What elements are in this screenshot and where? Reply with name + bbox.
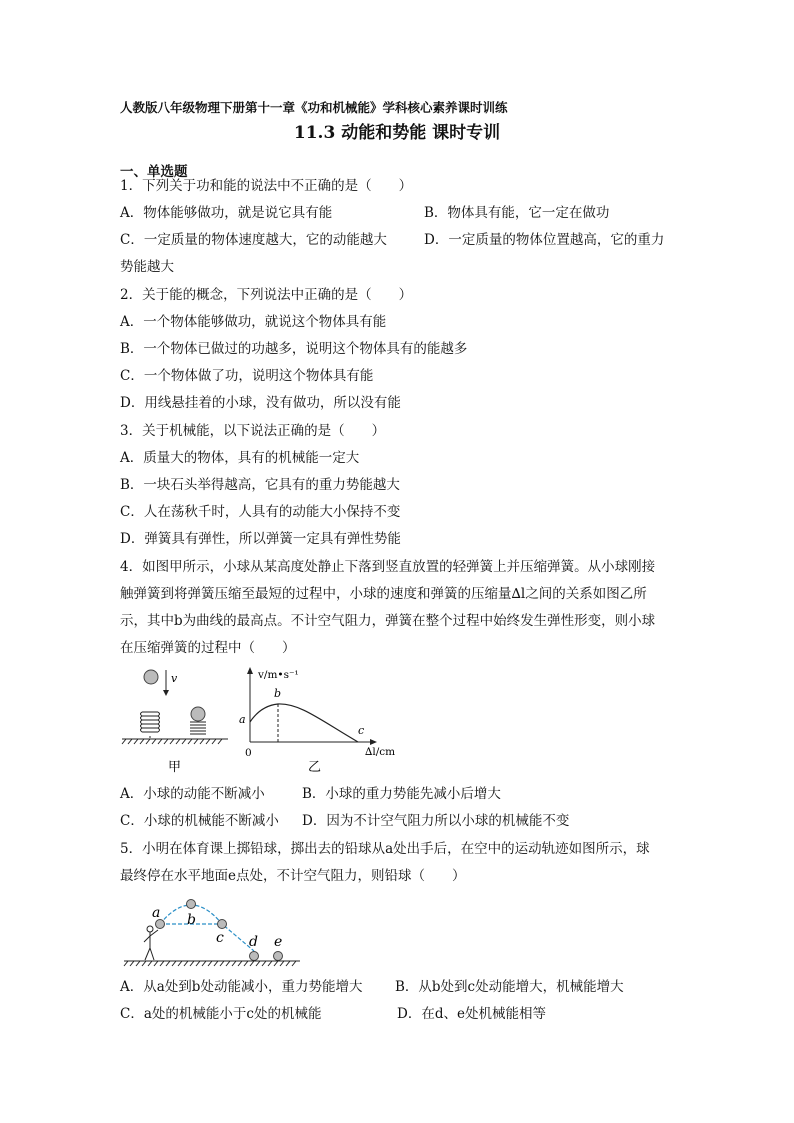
q4-stem-line2: 触弹簧到将弹簧压缩至最短的过程中，小球的速度和弹簧的压缩量∆l之间的关系如图乙所: [120, 586, 647, 602]
q5-point-d: d: [249, 934, 258, 950]
q5-ground: [124, 961, 300, 966]
point-a-label: a: [239, 713, 246, 726]
q5-stem-line2: 最终停在水平地面e点处，不计空气阻力，则铅球（ ）: [120, 868, 466, 884]
origin-label: 0: [245, 747, 252, 759]
q5-option-b: B．从b处到c处动能增大，机械能增大: [395, 979, 624, 995]
page-title: 11.3 动能和势能 课时专训: [293, 123, 501, 143]
q1-option-d-cont: 势能越大: [120, 259, 174, 275]
trajectory-path: [160, 905, 254, 951]
q3-stem: 3．关于机械能，以下说法正确的是（ ）: [120, 423, 386, 439]
q5-option-a: A．从a处到b处动能减小，重力势能增大: [120, 979, 363, 995]
spring-compressed: [190, 722, 206, 734]
thrower-figure: [144, 926, 158, 960]
velocity-curve: [250, 704, 358, 742]
x-axis-label: ∆l/cm: [365, 746, 396, 758]
point-b-label: b: [274, 687, 282, 700]
q5-point-a: a: [152, 905, 161, 921]
q5-point-e: e: [274, 934, 283, 950]
figure-yi-label: 乙: [308, 760, 322, 775]
y-axis-label: v/m•s⁻¹: [258, 669, 299, 681]
q1-option-c: C．一定质量的物体速度越大，它的动能越大: [120, 232, 387, 248]
q1-option-b: B．物体具有能，它一定在做功: [424, 205, 610, 221]
q5-stem-line1: 5．小明在体育课上掷铅球，掷出去的铅球从a处出手后，在空中的运动轨迹如图所示，球: [120, 841, 650, 857]
q1-option-d: D．一定质量的物体位置越高，它的重力: [424, 232, 665, 248]
ball-on-spring: [191, 707, 205, 721]
q4-option-a: A．小球的动能不断减小: [120, 786, 265, 802]
worksheet-subtitle: 人教版八年级物理下册第十一章《功和机械能》学科核心素养课时训练: [120, 100, 508, 115]
q3-option-c: C．人在荡秋千时，人具有的动能大小保持不变: [120, 504, 401, 520]
ball-c: [218, 920, 227, 929]
q4-stem-line4: 在压缩弹簧的过程中（ ）: [120, 640, 296, 656]
spring-uncompressed: [141, 712, 160, 738]
q3-option-d: D．弹簧具有弹性，所以弹簧一定具有弹性势能: [120, 531, 401, 547]
q2-stem: 2．关于能的概念，下列说法中正确的是（ ）: [120, 287, 413, 303]
q4-stem-line3: 示，其中b为曲线的最高点。不计空气阻力，弹簧在整个过程中始终发生弹性形变，则小球: [120, 613, 656, 629]
q4-option-d: D．因为不计空气阻力所以小球的机械能不变: [302, 813, 570, 829]
figure-jia-label: 甲: [168, 760, 182, 775]
q5-option-c: C．a处的机械能小于c处的机械能: [120, 1006, 322, 1022]
ball-b: [187, 900, 196, 909]
section-heading: 一、单选题: [120, 164, 188, 180]
q4-stem-line1: 4．如图甲所示，小球从某高度处静止下落到竖直放置的轻弹簧上并压缩弹簧。从小球刚接: [120, 559, 656, 575]
q2-option-a: A．一个物体能够做功，就说这个物体具有能: [120, 314, 387, 330]
q5-point-c: c: [216, 930, 224, 946]
q5-option-d: D．在d、e处机械能相等: [397, 1006, 546, 1022]
q5-point-b: b: [187, 912, 196, 928]
q4-figure: [118, 660, 408, 778]
q1-option-a: A．物体能够做功，就是说它具有能: [120, 205, 333, 221]
falling-ball: [144, 670, 158, 684]
q2-option-d: D．用线悬挂着的小球，没有做功，所以没有能: [120, 395, 401, 411]
point-c-label: c: [358, 724, 365, 737]
q4-option-c: C．小球的机械能不断减小: [120, 813, 279, 829]
q4-option-b: B．小球的重力势能先减小后增大: [302, 786, 501, 802]
q2-option-b: B．一个物体已做过的功越多，说明这个物体具有的能越多: [120, 341, 468, 357]
ball-e: [274, 952, 283, 961]
q5-figure: [118, 888, 318, 968]
q3-option-a: A．质量大的物体，具有的机械能一定大: [120, 450, 360, 466]
q1-stem: 1．下列关于功和能的说法中不正确的是（ ）: [120, 178, 413, 194]
ball-d: [250, 952, 259, 961]
q3-option-b: B．一块石头举得越高，它具有的重力势能越大: [120, 477, 400, 493]
q2-option-c: C．一个物体做了功，说明这个物体具有能: [120, 368, 374, 384]
ground-hatch: [122, 739, 228, 744]
velocity-label: v: [171, 672, 178, 685]
